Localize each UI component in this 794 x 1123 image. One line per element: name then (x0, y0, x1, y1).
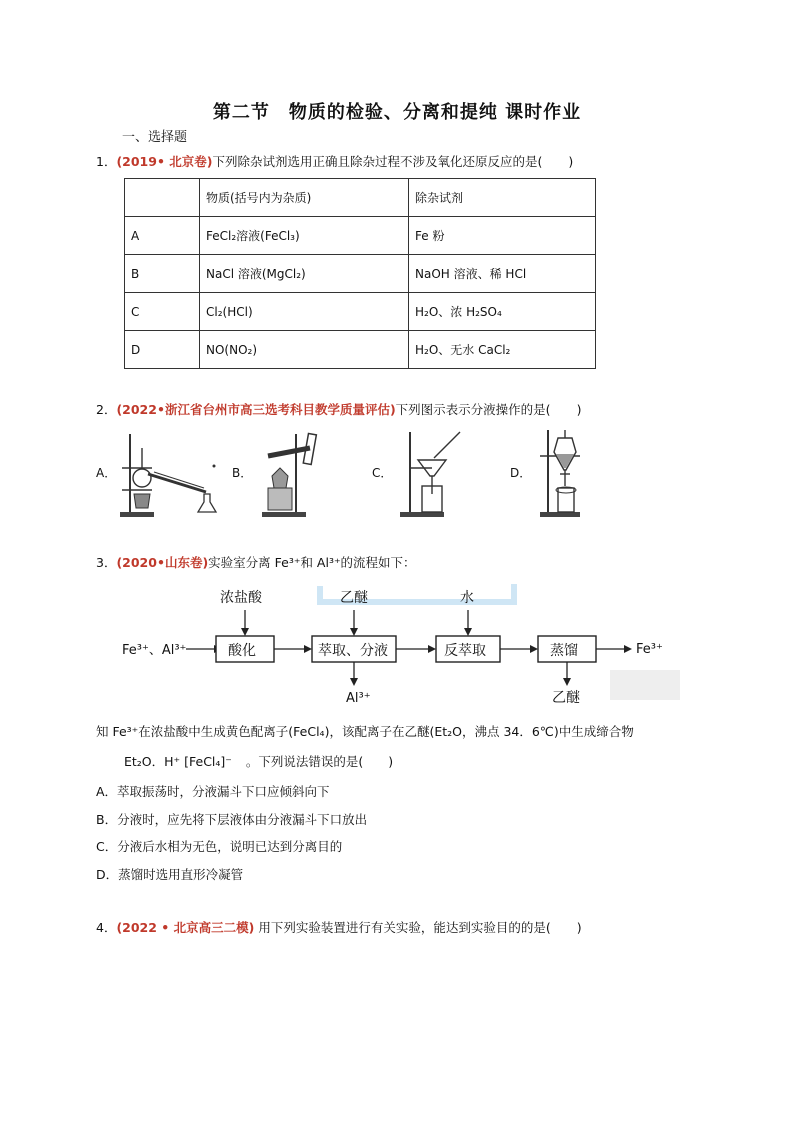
table-row (125, 331, 596, 369)
question-3 (96, 553, 416, 571)
complex-formula: Et₂O．H⁺ [FeCl₄]⁻ (124, 754, 232, 769)
option-a: A．萃取振荡时，分液漏斗下口应倾斜向下 (96, 784, 330, 799)
flow-box-label: 酸化 (228, 643, 256, 659)
question-source: (2022•浙江省台州市高三选考科目教学质量评估) (116, 402, 396, 417)
option-b: B．分液时，应先将下层液体由分液漏斗下口放出 (96, 812, 368, 827)
question-3-formula-line (124, 752, 393, 770)
heating-apparatus-image (258, 428, 328, 520)
separation-flow-diagram (110, 578, 690, 708)
table-cell: B (125, 255, 200, 293)
table-cell: NaCl 溶液(MgCl₂) (200, 255, 409, 293)
impurity-table (124, 178, 596, 369)
table-cell: NO(NO₂) (200, 331, 409, 369)
question-3-context: 知 Fe³⁺在浓盐酸中生成黄色配离子(FeCl₄)，该配离子在乙醚(Et₂O，沸点 34．6℃)中生成缔合物 (96, 724, 634, 739)
option-c-label: C． (372, 466, 393, 480)
flow-start-label: Fe³⁺、Al³⁺ (122, 643, 187, 658)
option-b-label: B． (232, 466, 253, 480)
distillation-apparatus-image (118, 428, 228, 520)
table-header-cell (125, 179, 200, 217)
question-source: (2022 • 北京高三二模) (116, 920, 255, 935)
answer-paren-close: ) (568, 154, 574, 169)
question-1 (96, 152, 573, 170)
separatory-funnel-apparatus-image (532, 426, 592, 520)
flow-input-water: 水 (460, 590, 474, 606)
question-3-prompt: 。下列说法错误的是( ) (245, 754, 394, 769)
flow-output-fe: Fe³⁺ (636, 642, 663, 657)
section-heading: 一、选择题 (122, 130, 188, 145)
flow-box-label: 萃取、分液 (318, 643, 388, 659)
flow-output-al: Al³⁺ (346, 691, 371, 706)
table-header-cell: 除杂试剂 (409, 179, 596, 217)
question-source: (2020•山东卷) (116, 555, 209, 570)
table-row (125, 217, 596, 255)
page-title: 第二节 物质的检验、分离和提纯 课时作业 (212, 102, 582, 123)
question-number: 2． (96, 402, 117, 417)
flow-box-label: 反萃取 (444, 643, 486, 659)
question-2 (96, 400, 581, 418)
flow-box-label: 蒸馏 (550, 643, 578, 659)
question-number: 4． (96, 920, 117, 935)
answer-paren-close: ) (576, 920, 582, 935)
question-number: 1． (96, 154, 117, 169)
filtration-apparatus-image (396, 428, 468, 520)
table-cell: NaOH 溶液、稀 HCl (409, 255, 596, 293)
question-stem: 用下列实验装置进行有关实验，能达到实验目的的是( (254, 920, 551, 935)
table-row (125, 293, 596, 331)
table-header-cell: 物质(括号内为杂质) (200, 179, 409, 217)
table-cell: H₂O、浓 H₂SO₄ (409, 293, 596, 331)
table-cell: D (125, 331, 200, 369)
option-a-label: A． (96, 466, 117, 480)
flow-output-ether: 乙醚 (552, 690, 580, 706)
flow-input-ether: 乙醚 (340, 590, 368, 606)
table-cell: Cl₂(HCl) (200, 293, 409, 331)
table-cell: A (125, 217, 200, 255)
option-c: C．分液后水相为无色，说明已达到分离目的 (96, 839, 343, 854)
question-stem: 下列除杂试剂选用正确且除杂过程不涉及氧化还原反应的是( (212, 154, 543, 169)
question-source: (2019• 北京卷) (116, 154, 213, 169)
question-number: 3． (96, 555, 117, 570)
table-cell: Fe 粉 (409, 217, 596, 255)
question-4 (96, 918, 582, 936)
table-cell: C (125, 293, 200, 331)
option-d-label: D． (510, 466, 532, 480)
question-stem: 下列图示表示分液操作的是( (395, 402, 551, 417)
table-cell: H₂O、无水 CaCl₂ (409, 331, 596, 369)
answer-paren-close: ) (576, 402, 582, 417)
question-stem: 实验室分离 Fe³⁺和 Al³⁺的流程如下： (208, 555, 416, 570)
table-cell: FeCl₂溶液(FeCl₃) (200, 217, 409, 255)
flow-input-hcl: 浓盐酸 (220, 590, 262, 606)
option-d: D．蒸馏时选用直形冷凝管 (96, 867, 244, 882)
table-header-row (125, 179, 596, 217)
table-row (125, 255, 596, 293)
